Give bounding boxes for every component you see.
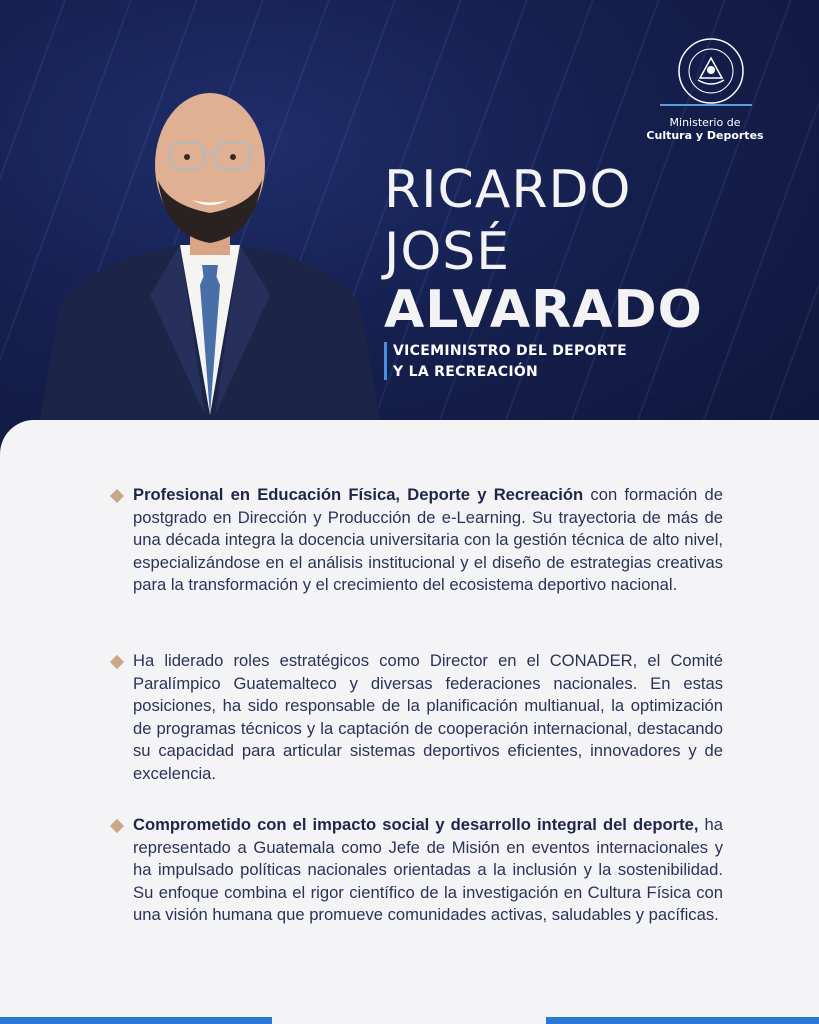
bio-paragraph-3	[133, 814, 723, 927]
bio-paragraph-3-text: ha representado a Guatemala como Jefe de Misión en eventos internacionales y ha impulsado políticas nacionales orientadas a la inclusión y la sostenibilidad. Su enfoque combina el rigor científico de la investigación en Cultura Física con una visión humana que promueve comunidades activas, saludables y pacíficas.	[133, 815, 723, 925]
bio-paragraph-3-bold: Comprometido con el impacto social y desarrollo integral del deporte,	[133, 815, 699, 834]
logo-divider	[660, 104, 752, 106]
guatemala-seal-icon	[676, 36, 746, 106]
bio-paragraph-1-text: con formación de postgrado en Dirección y Producción de e-Learning. Su trayectoria de más de una década integra la docencia universitaria con la gestión técnica de alto nivel, especializándose en el análisis institucional y el diseño de estrategias creativas para la transformación y el crecimiento del ecosistema deportivo nacional.	[133, 485, 723, 595]
ministry-label-line2: Cultura y Deportes	[646, 129, 764, 142]
role-title-line1: VICEMINISTRO DEL DEPORTE	[393, 343, 627, 359]
bio-paragraph-1	[133, 484, 723, 597]
bio-paragraph-2	[133, 650, 723, 786]
hero-banner	[0, 0, 819, 470]
ministry-label-line1: Ministerio de	[669, 116, 741, 129]
role-accent-bar	[384, 342, 387, 380]
middle-name: JOSÉ	[384, 222, 511, 282]
footer-accent-right	[546, 1017, 819, 1024]
last-name: ALVARADO	[384, 280, 703, 340]
first-name: RICARDO	[384, 160, 632, 220]
bio-paragraph-2-text: Ha liderado roles estratégicos como Director en el CONADER, el Comité Paralímpico Guatemalteco y diversas federaciones nacionales. En estas posiciones, ha sido responsable de la planificación multianual, la optimización de programas técnicos y la captación de cooperación internacional, destacando su capacidad para articular sistemas deportivos eficientes, innovadores y de excelencia.	[133, 651, 723, 783]
role-title-line2: Y LA RECREACIÓN	[393, 364, 539, 380]
footer-accent-left	[0, 1017, 272, 1024]
bio-paragraph-1-bold: Profesional en Educación Física, Deporte y Recreación	[133, 485, 584, 504]
portrait-photo	[30, 85, 390, 425]
